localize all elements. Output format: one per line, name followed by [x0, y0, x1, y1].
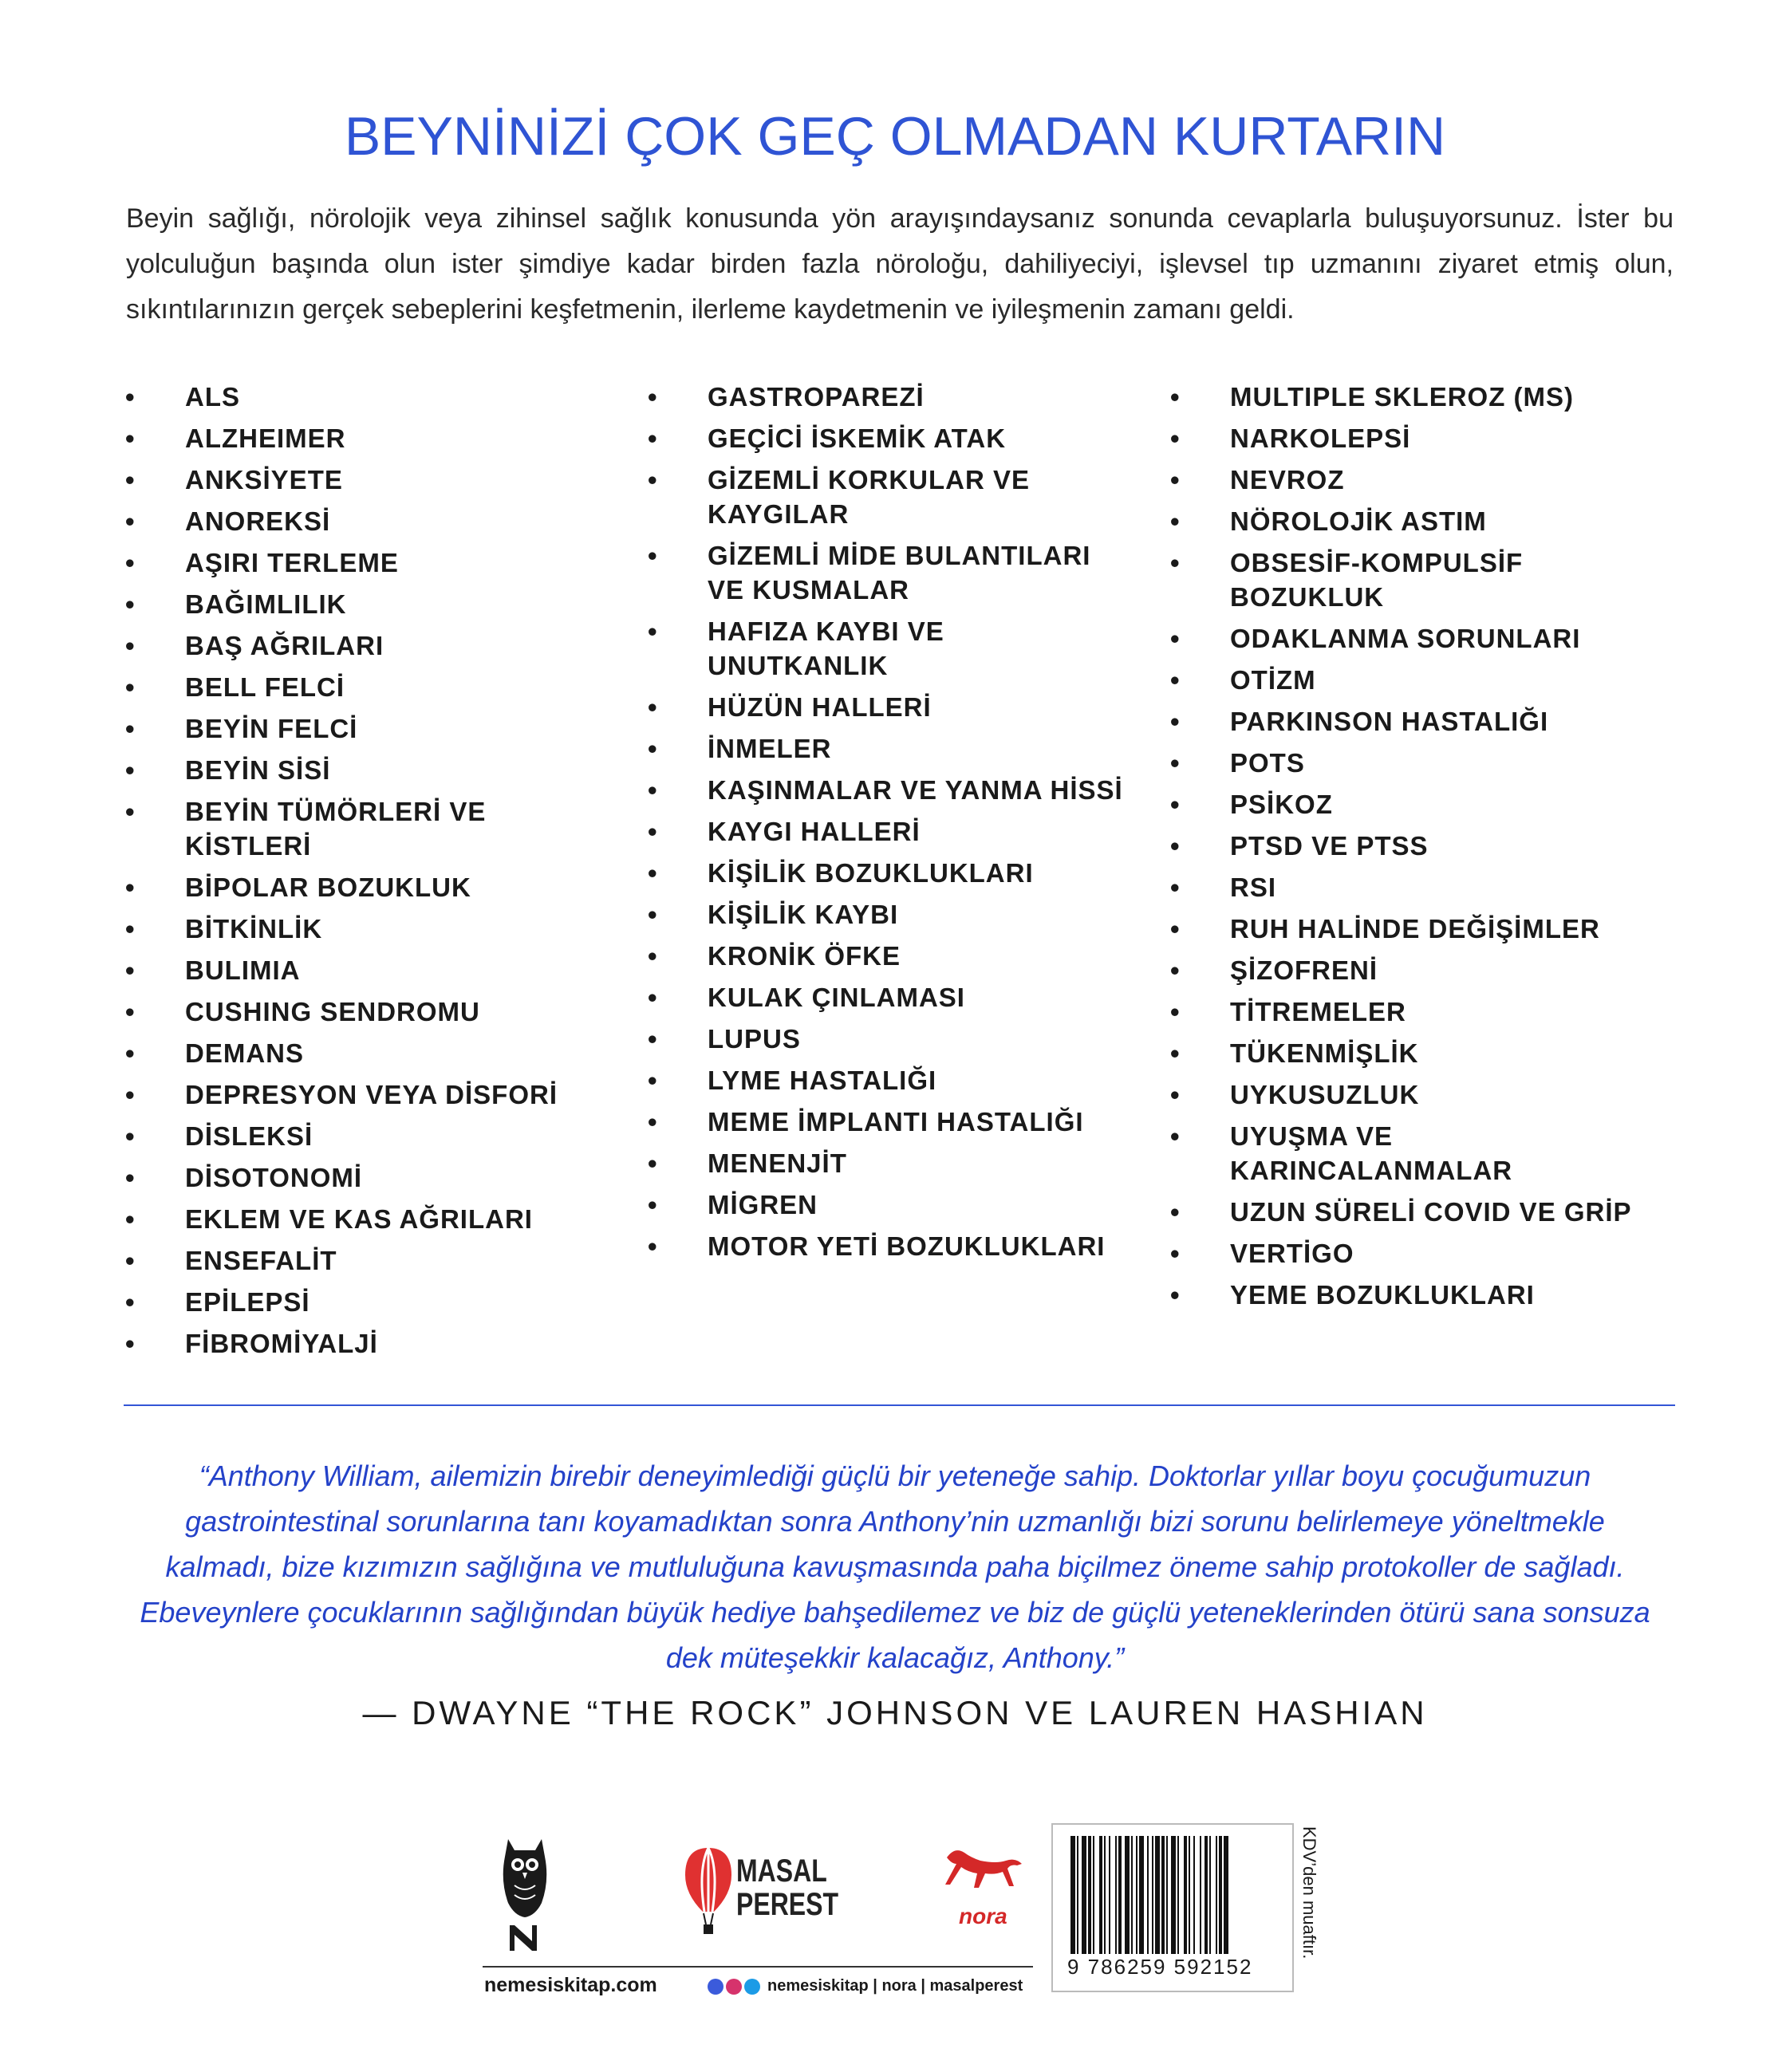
- bullet-icon: •: [125, 755, 136, 785]
- condition-label: ENSEFALİT: [185, 1246, 337, 1275]
- list-item: [124, 1202, 602, 1236]
- bullet-icon: •: [125, 797, 136, 826]
- condition-label: KULAK ÇINLAMASI: [708, 983, 965, 1012]
- list-item: [646, 897, 1125, 932]
- condition-label: YEME BOZUKLUKLARI: [1230, 1280, 1535, 1310]
- bullet-icon: •: [1170, 707, 1181, 736]
- list-item: [124, 670, 602, 704]
- bullet-icon: •: [125, 1080, 136, 1109]
- condition-label: BEYİN FELCİ: [185, 714, 358, 743]
- bullet-icon: •: [125, 1246, 136, 1275]
- condition-label: OTİZM: [1230, 665, 1316, 695]
- bullet-icon: •: [648, 1107, 658, 1136]
- condition-label: EPİLEPSİ: [185, 1287, 310, 1317]
- bullet-icon: •: [648, 423, 658, 453]
- condition-label: EKLEM VE KAS AĞRILARI: [185, 1204, 533, 1234]
- bullet-icon: •: [125, 997, 136, 1026]
- condition-label: OBSESİF-KOMPULSİF BOZUKLUK: [1230, 548, 1524, 612]
- condition-label: GASTROPAREZİ: [708, 382, 925, 412]
- condition-label: NEVROZ: [1230, 465, 1345, 494]
- list-item: [124, 912, 602, 946]
- list-item: [1169, 1036, 1647, 1070]
- condition-label: DİSOTONOMİ: [185, 1163, 363, 1192]
- bullet-icon: •: [125, 1121, 136, 1151]
- list-item: [124, 870, 602, 904]
- bullet-icon: •: [648, 1066, 658, 1095]
- list-item: [1169, 663, 1647, 697]
- owl-logo-icon: [497, 1833, 553, 1952]
- list-item: [1169, 1195, 1647, 1229]
- condition-label: VERTİGO: [1230, 1239, 1354, 1268]
- condition-label: ŞİZOFRENİ: [1230, 955, 1378, 985]
- bullet-icon: •: [125, 955, 136, 985]
- list-item: [646, 856, 1125, 890]
- list-item: [124, 753, 602, 787]
- list-item: [646, 538, 1125, 607]
- list-item: [124, 421, 602, 455]
- bullet-icon: •: [125, 1204, 136, 1234]
- condition-label: TÜKENMİŞLİK: [1230, 1038, 1419, 1068]
- bullet-icon: •: [125, 873, 136, 902]
- condition-label: BAŞ AĞRILARI: [185, 631, 384, 660]
- list-item: [124, 1285, 602, 1319]
- list-item: [646, 421, 1125, 455]
- condition-label: BEYİN SİSİ: [185, 755, 331, 785]
- condition-label: NARKOLEPSİ: [1230, 423, 1411, 453]
- bullet-icon: •: [125, 506, 136, 536]
- isbn-number: 9 786259 592152: [1067, 1955, 1253, 1979]
- twitter-icon: [744, 1979, 760, 1995]
- bullet-icon: •: [1170, 1197, 1181, 1227]
- condition-label: İNMELER: [708, 734, 832, 763]
- list-item: [124, 628, 602, 663]
- list-item: [1169, 1077, 1647, 1112]
- condition-label: KAŞINMALAR VE YANMA HİSSİ: [708, 775, 1123, 805]
- condition-label: UYKUSUZLUK: [1230, 1080, 1420, 1109]
- balloon-logo-icon: [682, 1845, 735, 1940]
- list-item: [1169, 953, 1647, 987]
- condition-label: BULIMIA: [185, 955, 301, 985]
- list-item: [646, 731, 1125, 766]
- condition-label: ALZHEIMER: [185, 423, 346, 453]
- condition-label: MEME İMPLANTI HASTALIĞI: [708, 1107, 1084, 1136]
- bullet-icon: •: [648, 1024, 658, 1054]
- list-item: [1169, 704, 1647, 739]
- condition-label: ODAKLANMA SORUNLARI: [1230, 624, 1581, 653]
- bullet-icon: •: [1170, 1121, 1181, 1151]
- bullet-icon: •: [125, 714, 136, 743]
- list-item: [124, 546, 602, 580]
- condition-label: NÖROLOJİK ASTIM: [1230, 506, 1487, 536]
- bullet-icon: •: [125, 672, 136, 702]
- bullet-icon: •: [1170, 665, 1181, 695]
- publishers-footer: [483, 1821, 1033, 2004]
- bullet-icon: •: [1170, 382, 1181, 412]
- social-handles-text: nemesiskitap | nora | masalperest: [767, 1977, 1023, 1995]
- condition-label: GİZEMLİ MİDE BULANTILARI VE KUSMALAR: [708, 541, 1091, 605]
- bullet-icon: •: [1170, 1239, 1181, 1268]
- bullet-icon: •: [125, 1038, 136, 1068]
- condition-label: MULTIPLE SKLEROZ (MS): [1230, 382, 1575, 412]
- bullet-icon: •: [1170, 506, 1181, 536]
- condition-label: UZUN SÜRELİ COVID VE GRİP: [1230, 1197, 1632, 1227]
- bullet-icon: •: [125, 382, 136, 412]
- bullet-icon: •: [125, 423, 136, 453]
- bullet-icon: •: [1170, 465, 1181, 494]
- list-item: [646, 1146, 1125, 1180]
- condition-label: RSI: [1230, 873, 1277, 902]
- condition-label: POTS: [1230, 748, 1305, 778]
- condition-label: GİZEMLİ KORKULAR VE KAYGILAR: [708, 465, 1030, 529]
- bullet-icon: •: [125, 1329, 136, 1358]
- condition-label: DİSLEKSİ: [185, 1121, 313, 1151]
- list-item: [124, 711, 602, 746]
- bullet-icon: •: [648, 465, 658, 494]
- intro-paragraph: Beyin sağlığı, nörolojik veya zihinsel sağlık konusunda yön arayışındaysanız sonunda cevaplarla buluşuyorsunuz. İster bu yolculuğun başında olun ister şimdiye kadar birden fazla nöroloğu, dahiliyeciyi, işlevsel tıp uzmanını ziyaret etmiş olun, sıkıntılarınızın gerçek sebeplerini keşfetmenin, ilerleme kaydetmenin ve iyileşmenin zamanı geldi.: [126, 203, 1674, 325]
- bullet-icon: •: [648, 1148, 658, 1178]
- masalperest-logo-text: MASAL PEREST: [736, 1853, 839, 1922]
- list-item: [1169, 995, 1647, 1029]
- list-item: [124, 1243, 602, 1278]
- bullet-icon: •: [1170, 873, 1181, 902]
- condition-label: ANKSİYETE: [185, 465, 343, 494]
- list-item: [646, 380, 1125, 414]
- list-item: [1169, 621, 1647, 656]
- condition-label: RUH HALİNDE DEĞİŞİMLER: [1230, 914, 1600, 943]
- section-divider: [124, 1404, 1675, 1406]
- bullet-icon: •: [1170, 790, 1181, 819]
- bullet-icon: •: [1170, 423, 1181, 453]
- condition-label: LUPUS: [708, 1024, 801, 1054]
- list-item: [646, 463, 1125, 531]
- condition-label: MİGREN: [708, 1190, 818, 1219]
- tax-exempt-note: KDV’den muaftır.: [1299, 1826, 1319, 1960]
- condition-label: BİPOLAR BOZUKLUK: [185, 873, 471, 902]
- condition-label: PTSD VE PTSS: [1230, 831, 1429, 861]
- bullet-icon: •: [1170, 997, 1181, 1026]
- bullet-icon: •: [125, 465, 136, 494]
- list-item: [124, 1160, 602, 1195]
- list-item: [124, 995, 602, 1029]
- bullet-icon: •: [648, 734, 658, 763]
- list-item: [646, 1229, 1125, 1263]
- publishers-rule: [483, 1966, 1033, 1968]
- bullet-icon: •: [648, 900, 658, 929]
- list-item: [646, 1063, 1125, 1097]
- list-item: [124, 380, 602, 414]
- condition-label: MOTOR YETİ BOZUKLUKLARI: [708, 1231, 1106, 1261]
- list-item: [646, 1022, 1125, 1056]
- condition-label: HÜZÜN HALLERİ: [708, 692, 932, 722]
- bullet-icon: •: [125, 631, 136, 660]
- publisher-website: nemesiskitap.com: [484, 1974, 657, 1996]
- bullet-icon: •: [125, 914, 136, 943]
- list-item: [646, 614, 1125, 683]
- list-item: [1169, 421, 1647, 455]
- list-item: [646, 939, 1125, 973]
- bullet-icon: •: [648, 817, 658, 846]
- list-item: [124, 1326, 602, 1361]
- condition-label: UYUŞMA VE KARINCALANMALAR: [1230, 1121, 1513, 1185]
- list-item: [1169, 870, 1647, 904]
- list-item: [124, 1119, 602, 1153]
- bullet-icon: •: [125, 1287, 136, 1317]
- list-item: [646, 1188, 1125, 1222]
- condition-label: BELL FELCİ: [185, 672, 345, 702]
- social-handles: [708, 1977, 1023, 1995]
- list-item: [1169, 504, 1647, 538]
- testimonial-quote: “Anthony William, ailemizin birebir deneyimlediği güçlü bir yeteneğe sahip. Doktorlar yıllar boyu çocuğumuzun gastrointestinal sorunlarına tanı koyamadıktan sonra Anthony’nin uzmanlığı bizi sorunu belirlemeye yöneltmekle kalmadı, bize kızımızın sağlığına ve mutluluğuna kavuşmasında paha biçilmez öneme sahip protokoller de sağladı. Ebeveynlere çocuklarının sağlığından büyük hediye bahşedilemez ve biz de güçlü yeteneklerinden ötürü sana sonsuza dek müteşekkir kalacağız, Anthony.”: [140, 1459, 1650, 1674]
- list-item: [1169, 1236, 1647, 1270]
- bullet-icon: •: [125, 1163, 136, 1192]
- condition-label: TİTREMELER: [1230, 997, 1406, 1026]
- list-item: [1169, 829, 1647, 863]
- condition-label: PSİKOZ: [1230, 790, 1333, 819]
- list-item: [1169, 746, 1647, 780]
- list-item: [124, 587, 602, 621]
- list-item: [1169, 380, 1647, 414]
- list-item: [124, 794, 602, 863]
- conditions-column-2: [646, 380, 1125, 1270]
- isbn-barcode: [1051, 1823, 1294, 1992]
- condition-label: BEYİN TÜMÖRLERİ VE KİSTLERİ: [185, 797, 487, 861]
- condition-label: ANOREKSİ: [185, 506, 331, 536]
- list-item: [646, 690, 1125, 724]
- bullet-icon: •: [1170, 955, 1181, 985]
- condition-label: LYME HASTALIĞI: [708, 1066, 937, 1095]
- condition-label: ALS: [185, 382, 240, 412]
- list-item: [1169, 787, 1647, 821]
- bullet-icon: •: [648, 1231, 658, 1261]
- list-item: [646, 773, 1125, 807]
- condition-label: PARKINSON HASTALIĞI: [1230, 707, 1549, 736]
- greyhound-logo-icon: [939, 1840, 1027, 1904]
- list-item: [1169, 1278, 1647, 1312]
- bullet-icon: •: [1170, 624, 1181, 653]
- list-item: [646, 980, 1125, 1014]
- facebook-icon: [708, 1979, 723, 1995]
- list-item: [646, 814, 1125, 849]
- bullet-icon: •: [648, 941, 658, 971]
- condition-label: BİTKİNLİK: [185, 914, 323, 943]
- condition-label: DEMANS: [185, 1038, 305, 1068]
- list-item: [1169, 912, 1647, 946]
- bullet-icon: •: [648, 858, 658, 888]
- page-title: BEYNİNİZİ ÇOK GEÇ OLMADAN KURTARIN: [344, 106, 1446, 167]
- bullet-icon: •: [648, 382, 658, 412]
- instagram-icon: [726, 1979, 742, 1995]
- nora-logo-text: nora: [959, 1904, 1007, 1928]
- condition-label: CUSHING SENDROMU: [185, 997, 480, 1026]
- condition-label: KİŞİLİK KAYBI: [708, 900, 899, 929]
- bullet-icon: •: [1170, 1038, 1181, 1068]
- condition-label: FİBROMİYALJİ: [185, 1329, 378, 1358]
- list-item: [646, 1105, 1125, 1139]
- bullet-icon: •: [648, 983, 658, 1012]
- bullet-icon: •: [1170, 1080, 1181, 1109]
- bullet-icon: •: [648, 692, 658, 722]
- condition-label: DEPRESYON VEYA DİSFORİ: [185, 1080, 558, 1109]
- condition-label: HAFIZA KAYBI VE UNUTKANLIK: [708, 616, 944, 680]
- list-item: [1169, 463, 1647, 497]
- list-item: [124, 463, 602, 497]
- bullet-icon: •: [648, 541, 658, 570]
- condition-label: KRONİK ÖFKE: [708, 941, 901, 971]
- list-item: [124, 953, 602, 987]
- bullet-icon: •: [1170, 831, 1181, 861]
- condition-label: AŞIRI TERLEME: [185, 548, 399, 577]
- condition-label: MENENJİT: [708, 1148, 847, 1178]
- list-item: [124, 1077, 602, 1112]
- bullet-icon: •: [1170, 748, 1181, 778]
- bullet-icon: •: [648, 1190, 658, 1219]
- list-item: [124, 1036, 602, 1070]
- bullet-icon: •: [125, 589, 136, 619]
- list-item: [1169, 1119, 1647, 1188]
- bullet-icon: •: [1170, 1280, 1181, 1310]
- testimonial-attribution: — DWAYNE “THE ROCK” JOHNSON VE LAUREN HASHIAN: [362, 1694, 1428, 1731]
- conditions-column-1: [124, 380, 602, 1368]
- condition-label: BAĞIMLILIK: [185, 589, 347, 619]
- condition-label: KİŞİLİK BOZUKLUKLARI: [708, 858, 1034, 888]
- bullet-icon: •: [648, 616, 658, 646]
- condition-label: KAYGI HALLERİ: [708, 817, 921, 846]
- conditions-column-3: [1169, 380, 1647, 1319]
- list-item: [1169, 546, 1647, 614]
- bullet-icon: •: [1170, 914, 1181, 943]
- barcode-icon: [1070, 1836, 1275, 1954]
- bullet-icon: •: [1170, 548, 1181, 577]
- condition-label: GEÇİCİ İSKEMİK ATAK: [708, 423, 1007, 453]
- bullet-icon: •: [648, 775, 658, 805]
- bullet-icon: •: [125, 548, 136, 577]
- list-item: [124, 504, 602, 538]
